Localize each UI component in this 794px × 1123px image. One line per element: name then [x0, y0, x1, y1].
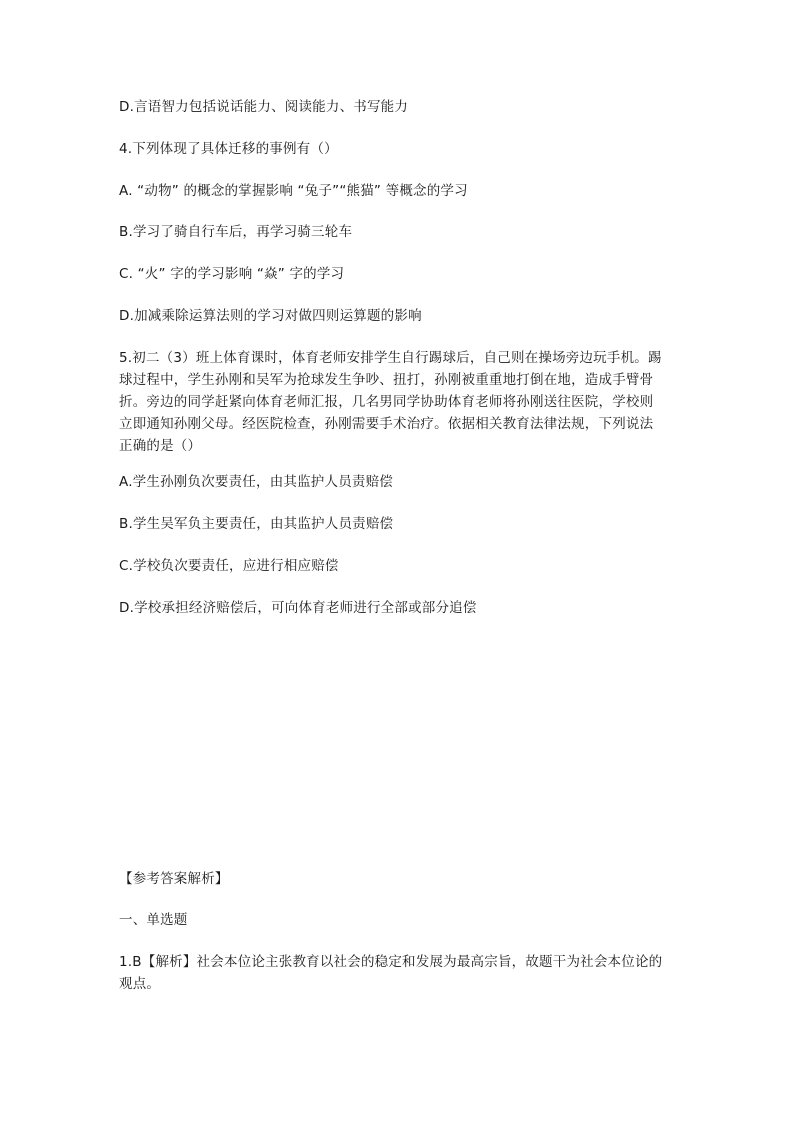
answers-heading: 【参考答案解析】: [119, 871, 229, 887]
q5-stem-line: 正确的是（）: [119, 438, 202, 454]
q5-option-a: A.学生孙刚负次要责任，由其监护人员责赔偿: [119, 474, 393, 490]
q5-stem-line: 折。旁边的同学赶紧向体育老师汇报，几名男同学协助体育老师将孙刚送往医院，学校则: [119, 394, 654, 410]
q5-option-b: B.学生吴军负主要责任，由其监护人员责赔偿: [119, 516, 394, 532]
q5-stem: [119, 347, 675, 457]
q4-option-d: D.加减乘除运算法则的学习对做四则运算题的影响: [119, 308, 422, 324]
answer-1-line: 观点。: [119, 976, 161, 992]
q4-option-b: B.学习了骑自行车后，再学习骑三轮车: [119, 224, 353, 240]
answer-1-line: 1.B【解析】社会本位论主张教育以社会的稳定和发展为最高宗旨，故题干为社会本位论的: [119, 954, 663, 970]
answers-section-title: 一、单选题: [119, 912, 188, 928]
answer-1: [119, 951, 675, 995]
q5-option-d: D.学校承担经济赔偿后，可向体育老师进行全部或部分追偿: [119, 600, 477, 616]
q5-stem-line: 立即通知孙刚父母。经医院检查，孙刚需要手术治疗。依据相关教育法律法规，下列说法: [119, 416, 654, 432]
q5-option-c: C.学校负次要责任，应进行相应赔偿: [119, 558, 339, 574]
q5-stem-line: 5.初二（3）班上体育课时，体育老师安排学生自行踢球后，自己则在操场旁边玩手机。踢: [119, 350, 662, 366]
q4-option-a: A. “动物” 的概念的掌握影响 “兔子”“熊猫” 等概念的学习: [119, 183, 468, 199]
q5-stem-line: 球过程中，学生孙刚和吴军为抢球发生争吵、扭打，孙刚被重重地打倒在地，造成手臂骨: [119, 372, 654, 388]
q4-option-c: C. “火” 字的学习影响 “焱” 字的学习: [119, 266, 345, 282]
q4-stem: 4.下列体现了具体迁移的事例有（）: [119, 141, 338, 157]
q3-option-d: D.言语智力包括说话能力、阅读能力、书写能力: [119, 99, 409, 115]
